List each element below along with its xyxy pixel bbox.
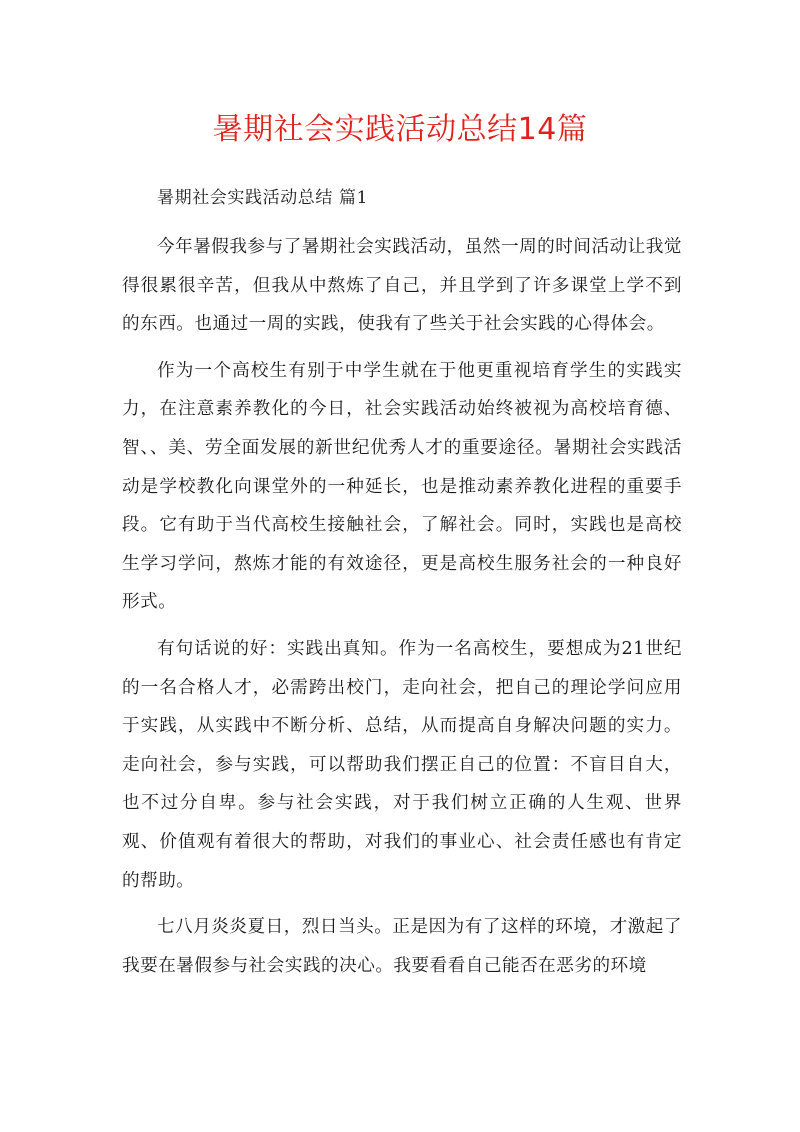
document-body (122, 178, 682, 985)
document-title: 暑期社会实践活动总结14篇 (212, 112, 588, 147)
paragraph-2: 作为一个高校生有别于中学生就在于他更重视培育学生的实践实力，在注意素养教化的今日，社会实践活动始终被视为高校培育德、智、、美、劳全面发展的新世纪优秀人才的重要途径。暑期社会实践活动是学校教化向课堂外的一种延长，也是推动素养教化进程的重要手段。它有助于当代高校生接触社会，了解社会。同时，实践也是高校生学习学问，熬炼才能的有效途径，更是高校生服务社会的一种良好形式。 (122, 360, 682, 613)
paragraph-1: 今年暑假我参与了暑期社会实践活动，虽然一周的时间活动让我觉得很累很辛苦，但我从中熬炼了自己，并且学到了许多课堂上学不到的东西。也通过一周的实践，使我有了些关于社会实践的心得体会。 (122, 237, 682, 335)
paragraph-3: 有句话说的好：实践出真知。作为一名高校生，要想成为21世纪的一名合格人才，必需跨出校门，走向社会，把自己的理论学问应用于实践，从实践中不断分析、总结，从而提高自身解决问题的实力。走向社会，参与实践，可以帮助我们摆正自己的位置：不盲目自大，也不过分自卑。参与社会实践，对于我们树立正确的人生观、世界观、价值观有着很大的帮助，对我们的事业心、社会责任感也有肯定的帮助。 (122, 638, 682, 891)
paragraph-4: 七八月炎炎夏日，烈日当头。正是因为有了这样的环境，才激起了我要在暑假参与社会实践的决心。我要看看自己能否在恶劣的环境 (122, 917, 682, 976)
section-heading: 暑期社会实践活动总结 篇1 (157, 188, 369, 208)
